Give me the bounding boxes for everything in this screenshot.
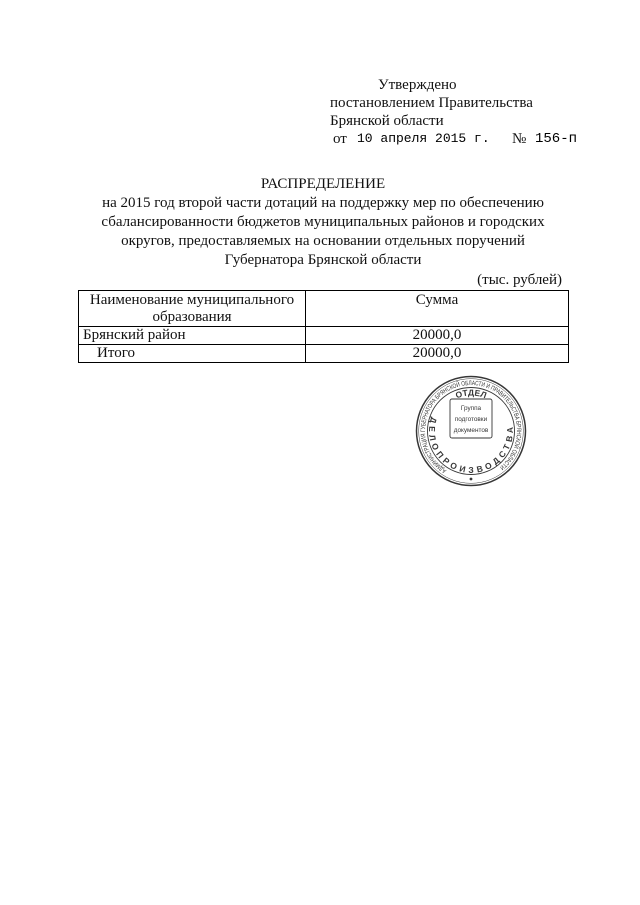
stamp-center-line: документов <box>453 427 489 434</box>
stamp-center-line: Группа <box>460 405 482 412</box>
stamp-center-line: подготовки <box>454 416 488 423</box>
stamp-outer-text-path: АДМИНИСТРАЦИЯ ГУБЕРНАТОРА БРЯНСКОЙ ОБЛАСТИ И ПРАВИТЕЛЬСТВА БРЯНСКОЙ ОБЛАСТИ <box>419 379 523 475</box>
row-amount: 20000,0 <box>306 327 569 345</box>
total-label: Итого <box>79 345 306 363</box>
approval-date: 10 апреля 2015 г. <box>357 131 490 146</box>
approval-number: 156-п <box>535 131 578 147</box>
approval-block <box>330 76 600 148</box>
header-municipality: Наименование муниципального образования <box>79 291 306 327</box>
office-stamp <box>411 371 531 491</box>
table-row <box>79 327 569 345</box>
table-header-row <box>79 291 569 327</box>
subtitle-line: на 2015 год второй части дотаций на поддержку мер по обеспечению <box>102 195 544 211</box>
total-amount: 20000,0 <box>306 345 569 363</box>
subtitle-line: округов, предоставляемых на основании отдельных поручений <box>121 233 525 249</box>
stamp-inner-top-path: ОТДЕЛ <box>454 387 488 401</box>
document-heading-block <box>78 175 568 270</box>
subtitle-line: Губернатора Брянской области <box>224 252 422 268</box>
header-amount: Сумма <box>306 291 569 327</box>
number-sign: № <box>512 131 527 147</box>
approval-date-line <box>330 130 600 148</box>
approval-line-resolution: постановлением Правительства <box>330 95 533 111</box>
table-total-row <box>79 345 569 363</box>
stamp-inner-top-text <box>454 387 488 400</box>
stamp-separator-dot <box>470 478 473 481</box>
row-municipality-name: Брянский район <box>79 327 306 345</box>
document-title: РАСПРЕДЕЛЕНИЕ <box>260 176 386 192</box>
allocation-table <box>78 290 569 363</box>
subtitle-line: сбалансированности бюджетов муниципальных районов и городских <box>101 214 545 230</box>
approval-title: Утверждено <box>378 77 457 93</box>
units-label: (тыс. рублей) <box>477 272 562 288</box>
date-prefix: от <box>333 131 347 147</box>
stamp-inner-bottom-path: ДЕЛОПРОИЗВОДСТВА <box>426 415 516 475</box>
approval-line-region: Брянской области <box>330 113 444 129</box>
